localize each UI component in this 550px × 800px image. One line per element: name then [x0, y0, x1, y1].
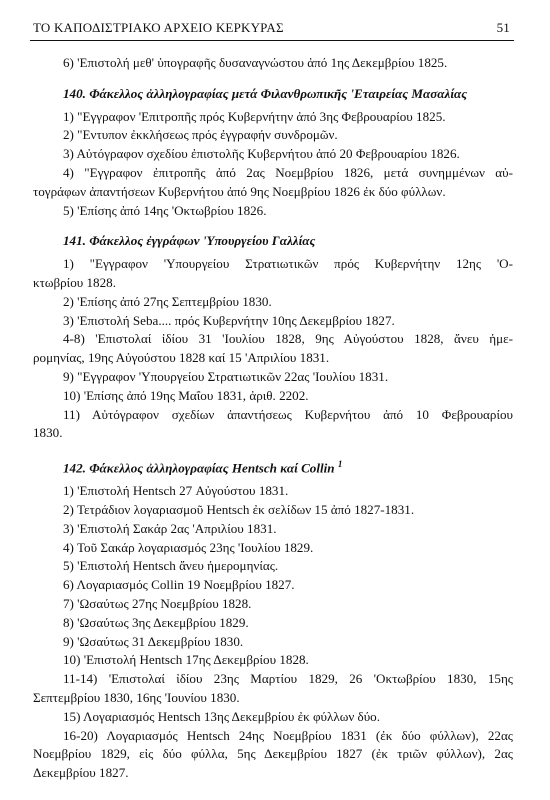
- entry-line: 5) 'Επιστολή Hentsch ἄνευ ἡμερομηνίας.: [63, 558, 279, 574]
- entry-line: 3) 'Επιστολή Σακάρ 2ας 'Απριλίου 1831.: [63, 520, 277, 536]
- entry-line: 10) 'Επίσης ἀπό 19ης Μαΐου 1831, ἀριθ. 2202.: [63, 387, 309, 403]
- running-title: ΤΟ ΚΑΠΟΔΙΣΤΡΙΑΚΟ ΑΡΧΕΙΟ ΚΕΡΚΥΡΑΣ: [33, 20, 284, 35]
- entry-line: 10) 'Επιστολή Hentsch 17ης Δεκεμβρίου 1828.: [63, 652, 309, 668]
- entry-line: 2) 'Επίσης ἀπό 27ης Σεπτεμβρίου 1830.: [63, 293, 272, 309]
- entry-line: 11-14) 'Επιστολαί ἰδίου 23ης Μαρτίου 1829, 26 'Οκτωβρίου 1830, 15ης: [63, 671, 513, 687]
- entry-line: 1) "Εγγραφον 'Επιτροπῆς πρός Κυβερνήτην ἀπό 3ης Φεβρουαρίου 1825.: [63, 108, 446, 124]
- section-heading-text: 142. Φάκελλος ἀλληλογραφίας Hentsch καί Collin: [63, 460, 335, 476]
- entry-line: 8) 'Ωσαύτως 3ης Δεκεμβρίου 1829.: [63, 614, 249, 630]
- entry-line: 2) "Εντυπον ἐκκλήσεως πρός ἐγγραφήν συνδρομῶν.: [63, 127, 338, 143]
- entry-line-continued: 1830.: [33, 425, 63, 441]
- entry-line-continued: Σεπτεμβρίου 1830, 16ης 'Ιουνίου 1830.: [33, 690, 240, 706]
- footnote-mark: 1: [337, 459, 343, 470]
- entry-line: 6) Λογαριασμός Collin 19 Νοεμβρίου 1827.: [63, 577, 295, 593]
- entry-line: 5) 'Επίσης ἀπό 14ης 'Οκτωβρίου 1826.: [63, 202, 267, 218]
- entry-line: 4-8) 'Επιστολαί ἰδίου 31 'Ιουλίου 1828, 9ης Αὐγούστου 1828, ἄνευ ἡμε-: [63, 331, 513, 347]
- entry-line-continued: τογράφων ἀπαντήσεων Κυβερνήτου ἀπό 9ης Νοεμβρίου 1826 ἐκ δύο φύλλων.: [33, 183, 446, 199]
- entry-line: 1) "Εγγραφον 'Υπουργείου Στρατιωτικῶν πρός Κυβερνήτην 12ης 'Ο-: [63, 256, 513, 272]
- entry-line: 4) Τοῦ Σακάρ λογαριασμός 23ης 'Ιουλίου 1829.: [63, 539, 314, 555]
- entry-line: 2) Τετράδιον λογαριασμοῦ Hentsch ἐκ σελίδων 15 ἀπό 1827-1831.: [63, 502, 415, 518]
- section-heading: [33, 455, 513, 478]
- entry-line-continued: Νοεμβρίου 1829, εἰς δύο φύλλα, 5ης Δεκεμβρίου 1827 (ἐκ τριῶν φύλλων), 2ας: [33, 746, 513, 762]
- section-heading: 141. Φάκελλος ἐγγράφων 'Υπουργείου Γαλλίας: [63, 233, 316, 249]
- entry-line-continued: ρομηνίας, 19ης Αὐγούστου 1828 καί 15 'Απριλίου 1831.: [33, 350, 330, 366]
- entry-line: 3) 'Επιστολή Seba.... πρός Κυβερνήτην 10ης Δεκεμβρίου 1827.: [63, 312, 395, 328]
- section-heading: 140. Φάκελλος ἀλληλογραφίας μετά Φιλανθρωπικῆς 'Εταιρείας Μασαλίας: [63, 85, 468, 101]
- entry-line-continued: Δεκεμβρίου 1827.: [33, 765, 129, 781]
- page-body: [33, 54, 513, 783]
- entry-line: 6) 'Επιστολή μεθ' ὑπογραφῆς δυσαναγνώστου ἀπό 1ης Δεκεμβρίου 1825.: [63, 55, 448, 70]
- entry-line: 3) Αὐτόγραφον σχεδίου ἐπιστολῆς Κυβερνήτου ἀπό 20 Φεβρουαρίου 1826.: [63, 146, 460, 162]
- entry-line: 7) 'Ωσαύτως 27ης Νοεμβρίου 1828.: [63, 596, 252, 612]
- entry-line: 1) 'Επιστολή Hentsch 27 Αὐγούστου 1831.: [63, 483, 289, 499]
- running-header: [33, 20, 510, 36]
- entry-line: 9) 'Ωσαύτως 31 Δεκεμβρίου 1830.: [63, 633, 244, 649]
- entry-line: 9) "Εγγραφον 'Υπουργείου Στρατιωτικῶν 22ας 'Ιουλίου 1831.: [63, 368, 389, 384]
- page-number: 51: [496, 20, 510, 35]
- header-rule: [30, 40, 514, 41]
- entry-line: 15) Λογαριασμός Hentsch 13ης Δεκεμβρίου ἐκ φύλλων δύο.: [63, 708, 380, 724]
- entry-line-continued: κτωβρίου 1828.: [33, 274, 116, 290]
- entry-line: 11) Αὐτόγραφον σχεδίων ἀπαντήσεως Κυβερνήτου ἀπό 10 Φεβρουαρίου: [63, 406, 513, 422]
- entry-line: 4) "Εγγραφον ἐπιτροπῆς ἀπό 2ας Νοεμβρίου 1826, μετά συνημμένων αὐ-: [63, 164, 513, 180]
- entry-line: 16-20) Λογαριασμός Hentsch 24ης Νοεμβρίου 1831 (ἐκ δύο φύλλων), 22ας: [63, 727, 513, 743]
